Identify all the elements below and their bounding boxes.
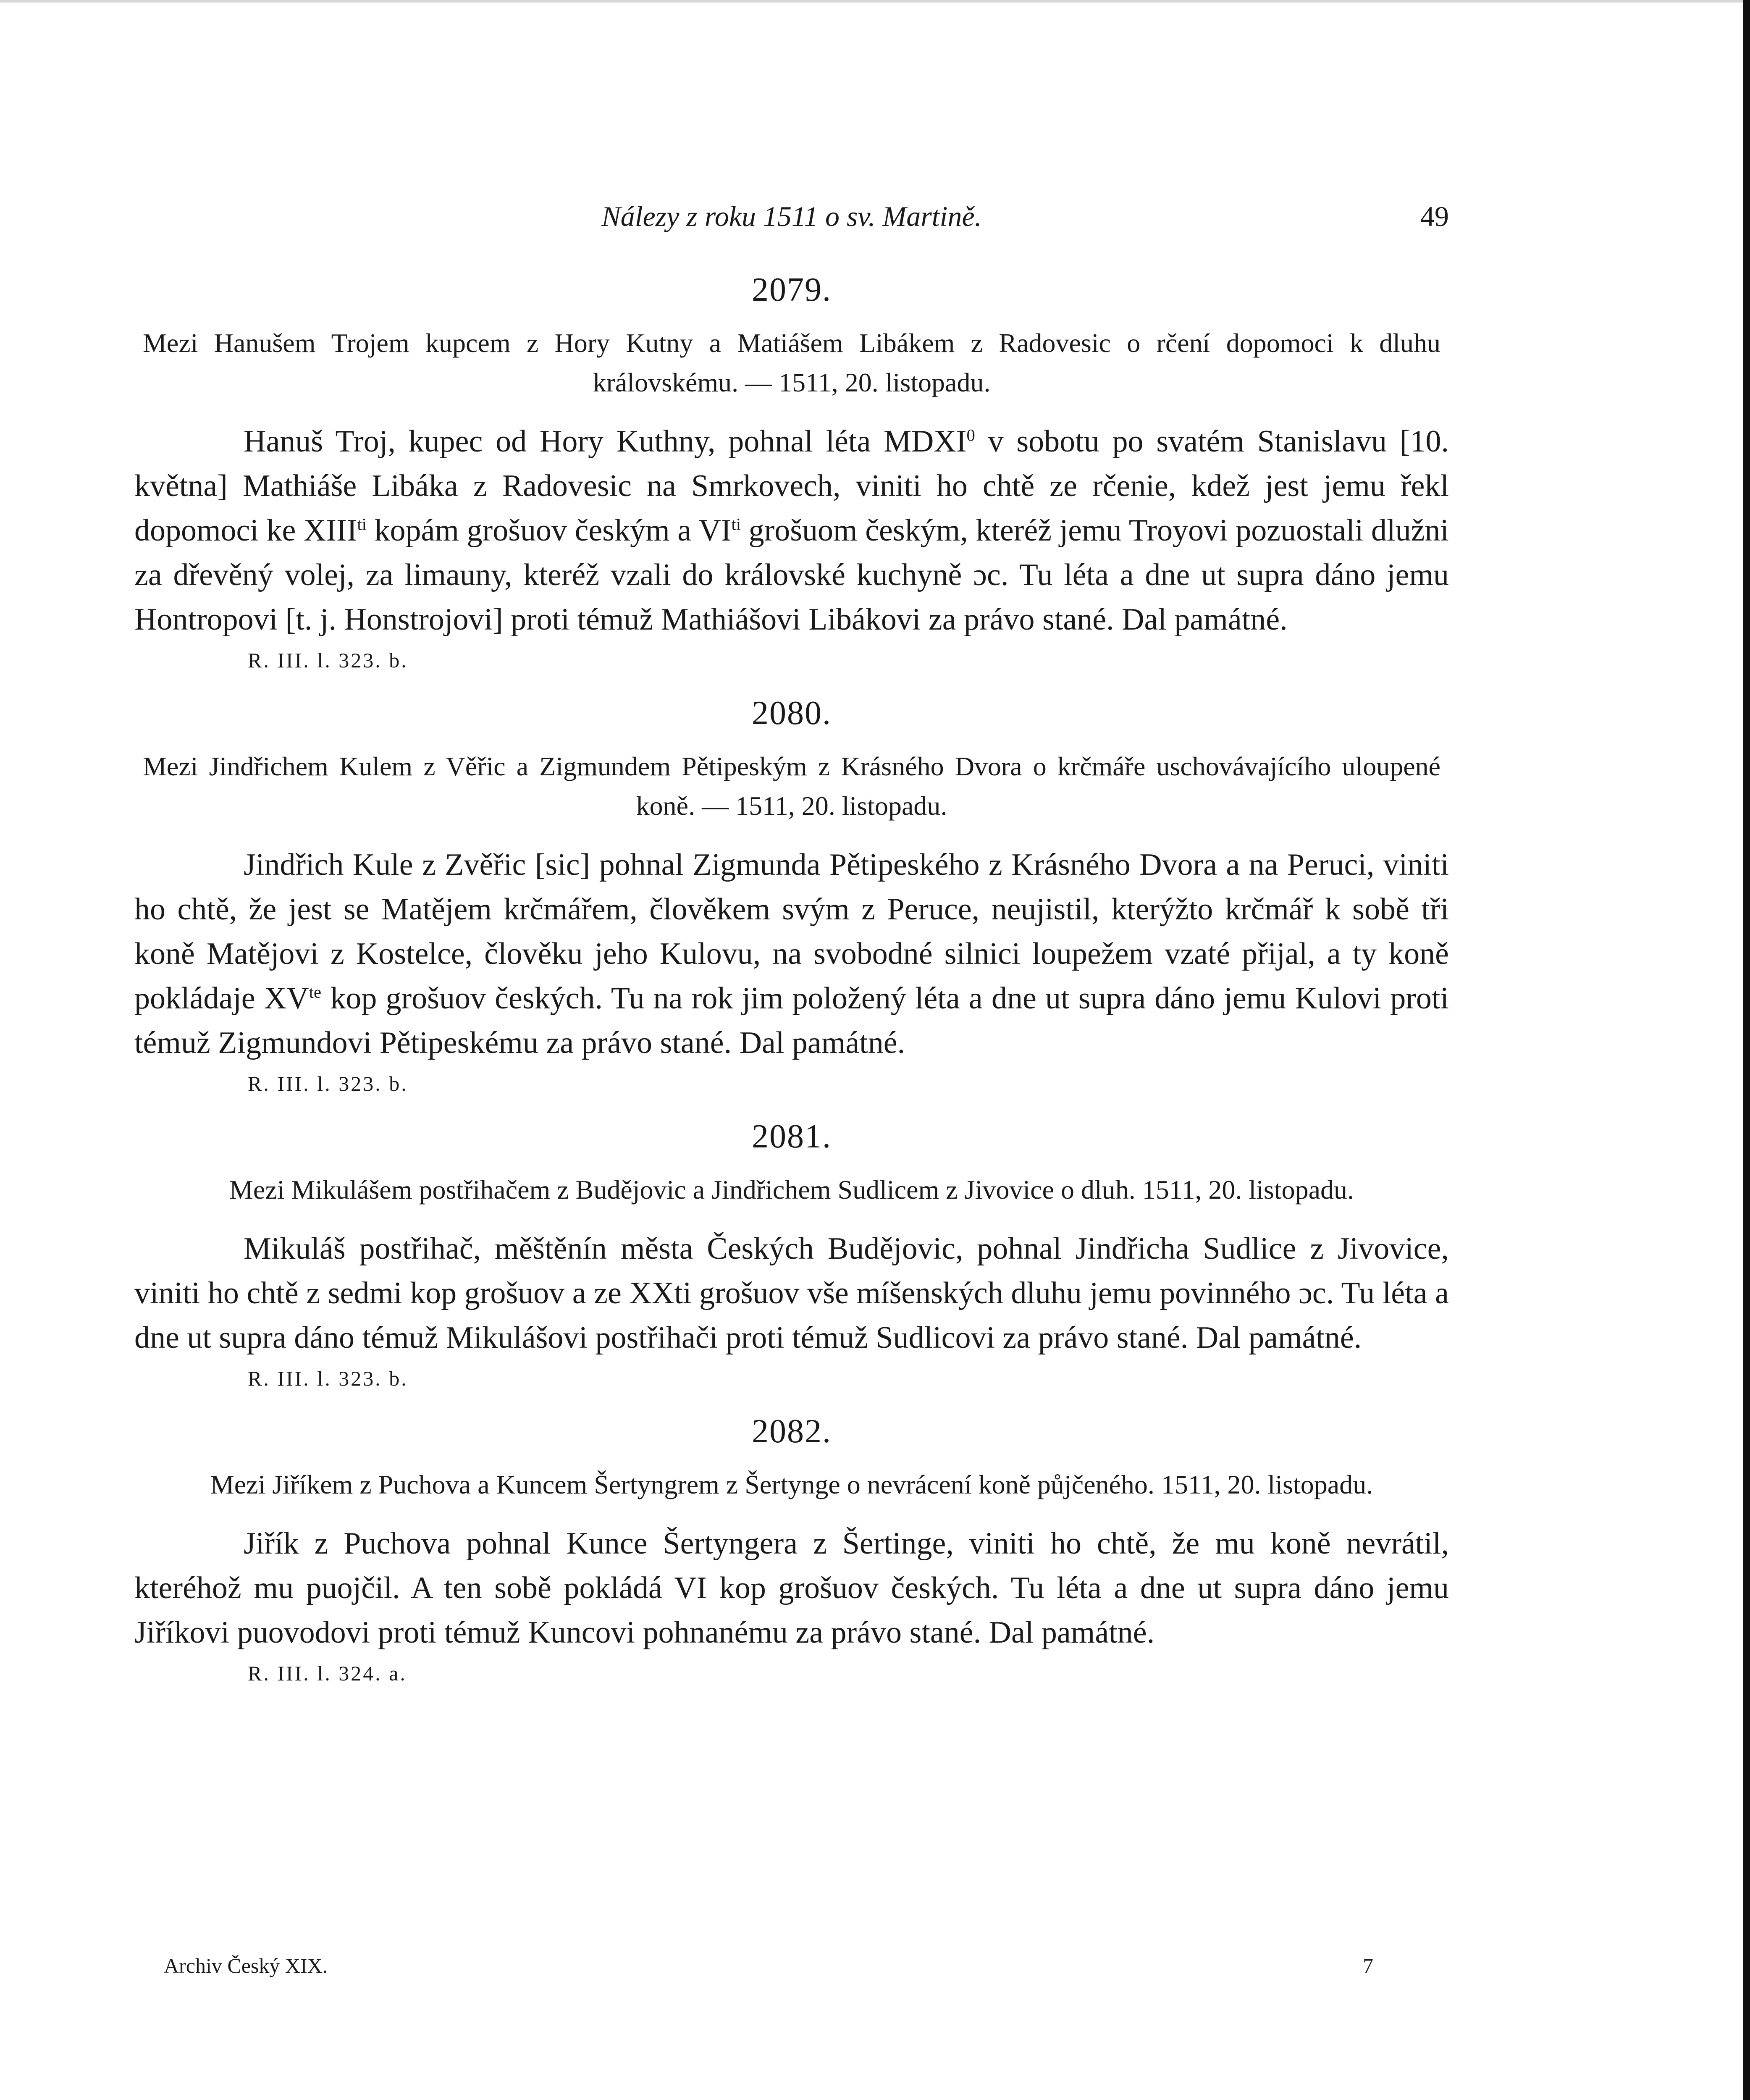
superscript: ti <box>357 514 367 534</box>
scan-edge-top <box>0 0 1750 3</box>
page-header <box>134 197 1449 235</box>
entry-title: Mezi Hanušem Trojem kupcem z Hory Kutny a Matiášem Libákem z Radovesic o rčení dopomoci k dluhu královskému. — 1511, 20. listopadu. <box>143 328 1440 397</box>
superscript: ti <box>731 514 741 534</box>
source-reference: R. III. l. 323. b. <box>248 1367 408 1390</box>
body-text: Mikuláš postřihač, měštěnín města Českých Budějovic, pohnal Jindřicha Sudlice z Jivovice, viniti ho chtě z sedmi kop grošuov a ze XXti grošuov vše míšenských dluhu jemu povinného ɔc. Tu léta a dne ut supra dáno témuž Mikulášovi postřihači proti témuž Sudlicovi za právo stané. Dal památné. <box>134 1231 1449 1355</box>
entry-2079 <box>134 269 1449 677</box>
page-content <box>134 269 1449 1705</box>
body-text: grošuom českým, kteréž jemu Troyovi pozuostali dlužni za dřevěný volej, za limauny, kteréž vzali do královské kuchyně ɔc. Tu léta a dne ut supra dáno jemu Hontropovi [t. j. Honstrojovi] proti témuž Mathiášovi Libákovi za právo stané. Dal památné. <box>134 513 1449 637</box>
footer-signature: Archiv Český XIX. <box>164 1954 328 1977</box>
entry-body <box>134 843 1449 1065</box>
superscript: 0 <box>966 425 975 445</box>
entry-body <box>134 1521 1449 1655</box>
scan-edge-right <box>1743 0 1750 2100</box>
superscript: te <box>309 982 322 1002</box>
entry-number: 2082. <box>752 1413 832 1450</box>
entry-title: Mezi Jindřichem Kulem z Věřic a Zigmundem Pětipeským z Krásného Dvora o krčmáře uschovávajícího uloupené koně. — 1511, 20. listopadu. <box>143 751 1440 821</box>
page-footer <box>164 1949 1373 1982</box>
source-reference: R. III. l. 324. a. <box>248 1662 407 1685</box>
body-text: Jindřich Kule z Zvěřic [sic] pohnal Zigmunda Pětipeského z Krásného Dvora a na Peruci, viniti ho chtě, že jest se Matějem krčmářem, člověkem svým z Peruce, neujistil, kterýžto krčmář k sobě tři koně Matějovi z Kostelce, člověku jeho Kulovu, na svobodné silnici loupežem vzaté přijal, a ty koně pokládaje XV <box>134 848 1449 1016</box>
source-reference: R. III. l. 323. b. <box>248 1072 408 1095</box>
entry-number: 2081. <box>752 1118 832 1155</box>
body-text: kopám grošuov českým a VI <box>366 513 732 548</box>
source-reference: R. III. l. 323. b. <box>248 648 408 672</box>
running-title: Nálezy z roku 1511 o sv. Martině. <box>601 200 982 232</box>
entry-2082 <box>134 1410 1449 1690</box>
entry-body <box>134 419 1449 642</box>
page-number: 49 <box>1420 200 1449 232</box>
body-text: Hanuš Troj, kupec od Hory Kuthny, pohnal léta MDXI <box>244 424 967 459</box>
entry-2081 <box>134 1116 1449 1395</box>
entry-title: Mezi Mikulášem postřihačem z Budějovic a Jindřichem Sudlicem z Jivovice o dluh. 1511, 20. listopadu. <box>229 1175 1354 1205</box>
footer-sheet-number: 7 <box>1363 1954 1373 1977</box>
entry-number: 2080. <box>752 695 832 732</box>
entry-2080 <box>134 692 1449 1100</box>
body-text: v sobotu po svatém Stanislavu [10. května] Mathiáše Libáka z Radovesic na Smrkovech, viniti ho chtě ze rčenie, kdež jest jemu řekl dopomoci ke XIII <box>134 424 1449 548</box>
entry-title: Mezi Jiříkem z Puchova a Kuncem Šertyngrem z Šertynge o nevrácení koně půjčeného. 1511, 20. listopadu. <box>210 1470 1373 1499</box>
body-text: Jiřík z Puchova pohnal Kunce Šertyngera z Šertinge, viniti ho chtě, že mu koně nevrátil, kteréhož mu puojčil. A ten sobě pokládá VI kop grošuov českých. Tu léta a dne ut supra dáno jemu Jiříkovi puovodovi proti témuž Kuncovi pohnanému za právo stané. Dal památné. <box>134 1526 1449 1650</box>
body-text: kop grošuov českých. Tu na rok jim položený léta a dne ut supra dáno jemu Kulovi proti témuž Zigmundovi Pětipeskému za právo stané. Dal památné. <box>134 981 1449 1060</box>
entry-number: 2079. <box>752 271 832 308</box>
entry-body <box>134 1226 1449 1360</box>
